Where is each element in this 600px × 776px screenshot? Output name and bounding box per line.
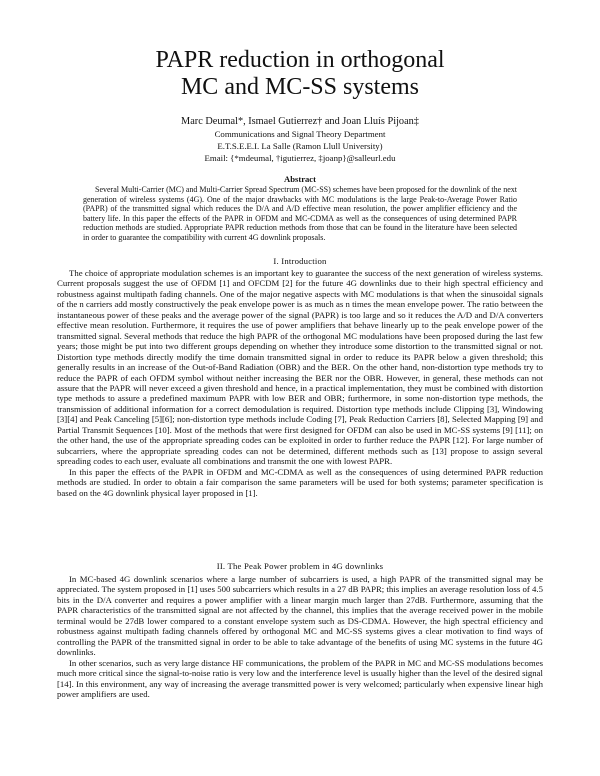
section-2-paragraph-1: In MC-based 4G downlink scenarios where a large number of subcarriers is used, a high PAPR of the transmitted signal may be appreciated. The system proposed in [1] uses 500 subcarriers which results in a 27 dB PAPR; this implies an average resolution loss of 4.5 bits in the D/A converter and requires a power amplifier with a linear margin much larger than 27dB. Furthermore, assuming that the PAPR characteristics of the transmitted signal are not affected by the channel, this implies that the average received power in the mobile terminal would be 27dB lower compared to a constant envelope system such as DS-CDMA. However, the high spectral efficiency and robustness against multipath fading channels offered by orthogonal MC and MC-SS systems gives a clear motivation to find ways of controlling the PAPR of the transmitted signal in order to be able to take advantage of the benefits of using MC systems in the future 4G downlinks.: [57, 574, 543, 658]
section-2-paragraph-2: In other scenarios, such as very large distance HF communications, the problem of the PAPR in MC and MC-SS modulations becomes much more critical since the signal-to-noise ratio is very low and the interference level is usually higher than the level of the desired signal [14]. In this environment, any way of increasing the average transmitted power is very welcomed; particularly when expensive linear high power amplifiers are used.: [57, 657, 543, 699]
paper-title-line-2: MC and MC-SS systems: [180, 74, 420, 100]
section-1-paragraph-1: The choice of appropriate modulation schemes is an important key to guarantee the success of the next generation of wireless systems. Current proposals suggest the use of OFDM [1] and OFCDM [2] for the future 4G downlinks due to their high spectral efficiency and robustness against multipath fading channels. One of the major negative aspects with MC modulations is that when the sinusoidal signals of the n carriers add mostly constructively the peak envelope power is as much as n times the mean envelope power. The ratio between the instantaneous power of these peaks and the average power of the signal (PAPR) is too large and so it reduces the A/D and D/A converters effective mean resolution. Furthermore, it requires the use of power amplifiers that behave linearly up to the peak envelope power of the transmitted signal. Several methods that reduce the high PAPR of the orthogonal MC modulations have been proposed during the last few years; those might be put into two different groups depending on whether they introduce some distortion to the transmitted signal or not. Distortion type methods directly modify the time domain transmitted signal in order to reduce its PAPR below a given threshold; this generally results in an increase of the Out-of-Band Radiation (OBR) and the BER. On the other hand, non-distortion type methods try to reduce the PAPR of each OFDM symbol without neither increasing the BER nor the OBR. However, in general, these methods can not assure that the PAPR will never exceed a given threshold and hence, in a practical implementation, they must be combined with distortion type methods to assure a predefined maximum PAPR with low BER and OBR; furthermore, in some non-distortion type methods, the transmission of additional information for a correct demodulation is required. Distortion type methods include Clipping [3], Windowing [3][4] and Peak Canceling [5][6]; non-distortion type methods include Coding [7], Peak Reduction Carriers [8], Selected Mapping [9] and Partial Transmit Sequences [10]. Most of the methods that were first designed for OFDM can also be used in MC-SS systems [9] [11]; on the other hand, the use of the appropriate spreading codes can be exploited in order to further reduce the PAPR [12]. For large number of subcarriers, where the appropriate spreading codes can not be determined, different methods such as [13] propose to assign several spreading codes to each user, evaluate all combinations and transmit the one with lowest PAPR.: [57, 268, 543, 467]
paper-title-line-1: PAPR reduction in orthogonal: [155, 47, 445, 73]
section-1-paragraph-2: In this paper the effects of the PAPR in OFDM and MC-CDMA as well as the consequences of using determined PAPR reduction methods are studied. In order to obtain a fair comparison the same parameters will be used for both systems; parameter specification is based on the 4G downlink physical layer proposed in [1].: [57, 466, 543, 498]
author-list: Marc Deumal*, Ismael Gutierrez† and Joan Lluís Pijoan‡: [181, 116, 419, 127]
section-2-heading: II. The Peak Power problem in 4G downlinks: [216, 561, 384, 571]
abstract-text: Several Multi-Carrier (MC) and Multi-Carrier Spread Spectrum (MC-SS) schemes have been proposed for the downlink of the next generation of wireless systems (4G). One of the major drawbacks with MC modulations is the large Peak-to-Average Power Ratio (PAPR) of the transmitted signal which reduces the D/A and A/D effective mean resolution, the power amplifier efficiency and the battery life. In this paper the effects of the PAPR in OFDM and MC-CDMA as well as the consequences of using determined PAPR reduction methods are studied. Appropriate PAPR reduction methods from those that can be found in the literature have been selected in order to guarantee the compatibility with current 4G downlink proposals.: [83, 185, 517, 242]
section-1-body: [57, 268, 543, 498]
affiliation-institution: E.T.S.E.E.I. La Salle (Ramon Llull University): [217, 141, 383, 151]
affiliation-department: Communications and Signal Theory Department: [214, 129, 386, 139]
section-2-body: [57, 574, 543, 699]
author-emails: Email: {*mdeumal, †igutierrez, ‡joanp}@salleurl.edu: [204, 153, 396, 163]
section-1-heading: I. Introduction: [273, 256, 327, 266]
abstract-heading: Abstract: [284, 174, 316, 184]
